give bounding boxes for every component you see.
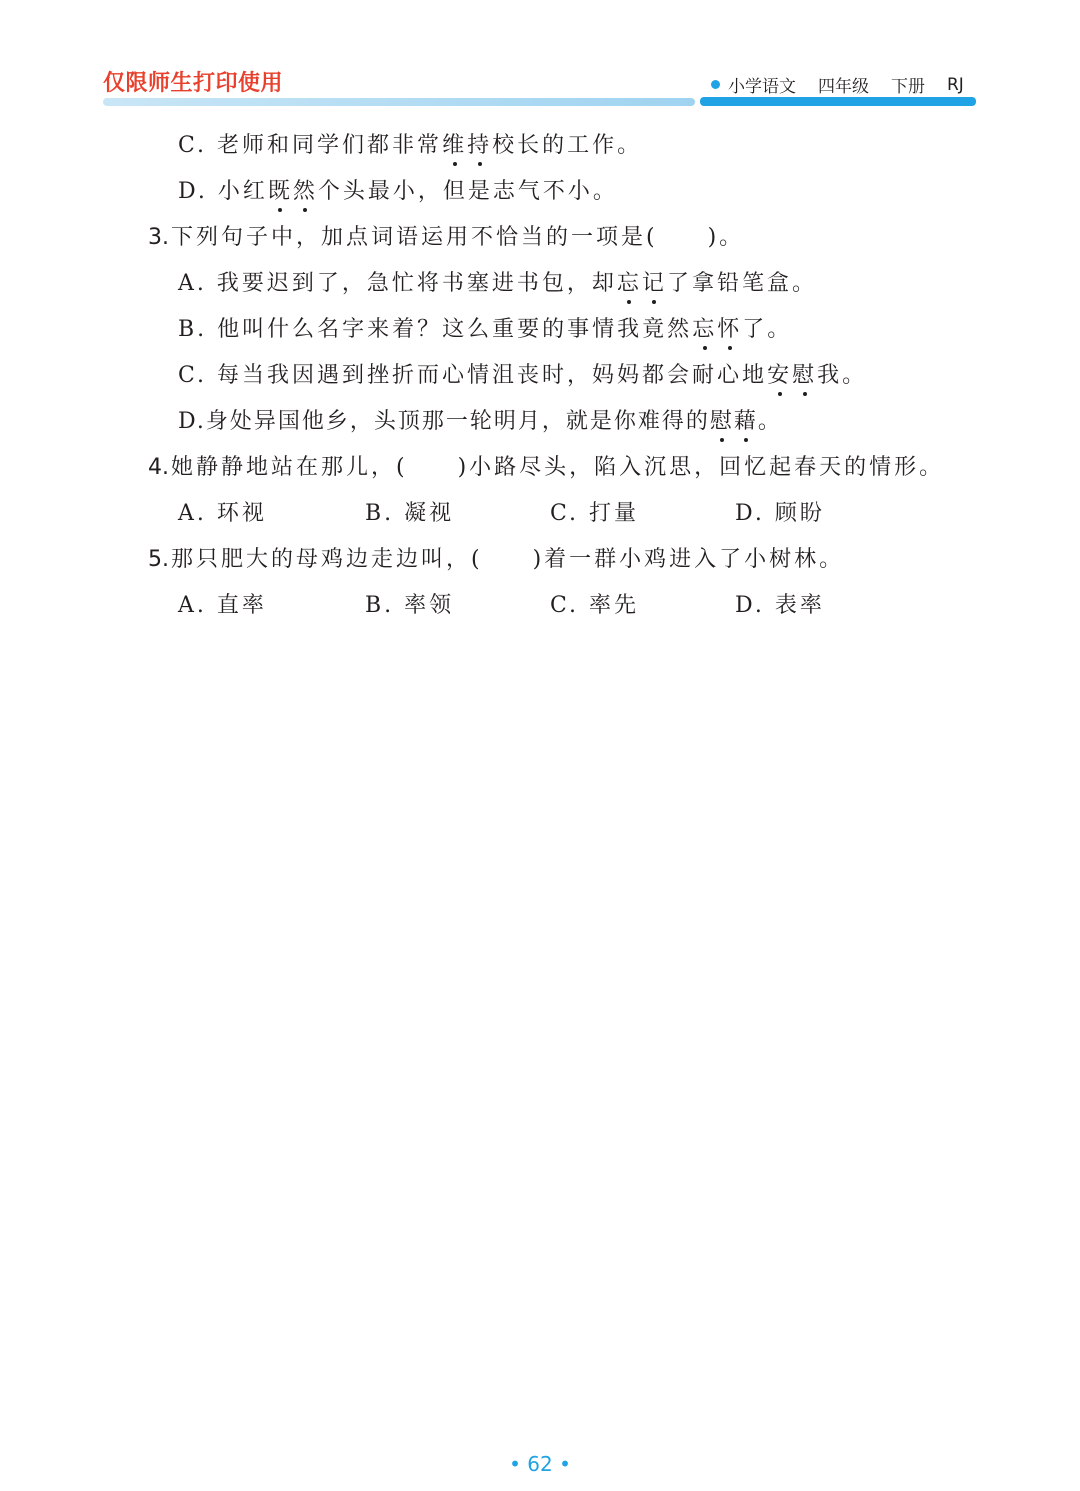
option-text: 。 <box>757 409 782 434</box>
option-text: 每当我因遇到挫折而心情沮丧时，妈妈都会耐心地 <box>217 363 768 388</box>
option-text: 个头最小，但是志气不小。 <box>317 179 618 204</box>
emphasized-char: 慰 <box>792 358 817 389</box>
book-info <box>711 72 964 97</box>
option-label: A. <box>178 271 207 296</box>
q2-option-c <box>178 128 642 159</box>
q5-stem <box>148 542 844 573</box>
q3-option-c <box>178 358 867 389</box>
subject-label: 小学语文 <box>728 77 796 97</box>
emphasized-char: 安 <box>767 358 792 389</box>
option-text: 了拿铅笔盒。 <box>666 271 817 296</box>
q5-options <box>178 588 878 618</box>
question-text: 她静静地站在那儿，( )小路尽头，陷入沉思，回忆起春天的情形。 <box>171 455 945 480</box>
question-number: 4. <box>148 455 169 480</box>
option-label: B. <box>178 317 208 342</box>
option-text: 小红 <box>217 179 268 204</box>
emphasized-char: 维 <box>442 128 467 159</box>
emphasized-char: 慰 <box>710 404 734 435</box>
page-header <box>0 0 1080 110</box>
option-text: 身处异国他乡，头顶那一轮明月，就是你难得的 <box>205 409 710 434</box>
emphasized-char: 忘 <box>692 312 717 343</box>
emphasized-char: 怀 <box>717 312 742 343</box>
option-text: 我要迟到了，急忙将书塞进书包，却 <box>216 271 617 296</box>
option-c: C. 打量 <box>550 501 640 526</box>
brand-label: 仅限师生打印使用 <box>103 71 284 96</box>
q3-option-b <box>178 312 792 343</box>
q3-stem <box>148 220 744 251</box>
bullet-dot-icon <box>711 80 720 89</box>
question-number: 3. <box>148 225 169 250</box>
emphasized-char: 忘 <box>617 266 642 297</box>
emphasized-char: 藉 <box>734 404 758 435</box>
page-number: • 62 • <box>509 1452 571 1476</box>
emphasized-char: 持 <box>467 128 492 159</box>
q3-option-d <box>178 404 782 435</box>
question-text: 下列句子中，加点词语运用不恰当的一项是( )。 <box>171 225 745 250</box>
option-text: 老师和同学们都非常 <box>217 133 443 158</box>
emphasized-char: 既 <box>268 174 293 205</box>
emphasized-char: 记 <box>642 266 667 297</box>
volume-label: 下册 <box>891 77 925 97</box>
option-label: D. <box>178 179 208 204</box>
q2-option-d <box>178 174 618 205</box>
option-b: B. 凝视 <box>365 501 455 526</box>
header-divider-right <box>700 97 976 106</box>
emphasized-char: 然 <box>293 174 318 205</box>
q4-stem <box>148 450 944 481</box>
option-a: A. 直率 <box>178 593 267 618</box>
q3-option-a <box>178 266 817 297</box>
option-label: C. <box>178 133 208 158</box>
option-a: A. 环视 <box>178 501 267 526</box>
option-d: D. 表率 <box>735 593 825 618</box>
option-text: 校长的工作。 <box>492 133 643 158</box>
grade-label: 四年级 <box>818 77 869 97</box>
edition-label: RJ <box>947 74 964 95</box>
option-b: B. 率领 <box>365 593 455 618</box>
question-text: 那只肥大的母鸡边走边叫，( )着一群小鸡进入了小树林。 <box>171 547 845 572</box>
question-number: 5. <box>148 547 169 572</box>
option-c: C. 率先 <box>550 593 640 618</box>
option-text: 他叫什么名字来着？这么重要的事情我竟然 <box>217 317 693 342</box>
option-text: 我。 <box>817 363 868 388</box>
q4-options <box>178 496 878 526</box>
option-label: C. <box>178 363 208 388</box>
option-text: 了。 <box>742 317 793 342</box>
option-d: D. 顾盼 <box>735 501 825 526</box>
header-divider-left <box>103 98 695 106</box>
option-label: D. <box>178 409 206 434</box>
